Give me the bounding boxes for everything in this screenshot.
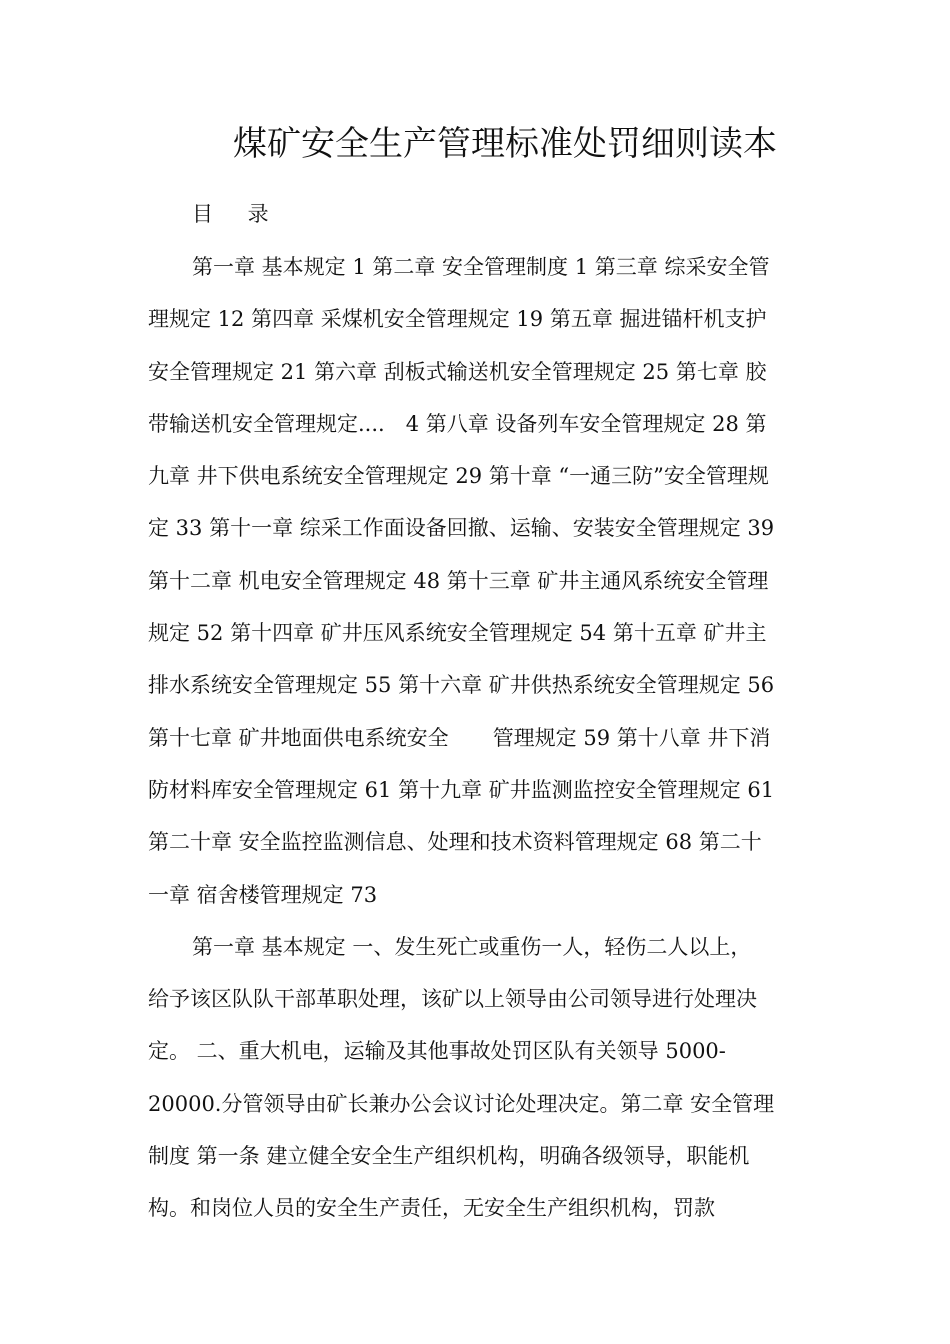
document-body (148, 247, 808, 1241)
toc-line-part: 管理规定 59 第十八章 井下消 (492, 725, 771, 750)
body-line: 构。和岗位人员的安全生产责任，无安全生产组织机构，罚款 (148, 1196, 715, 1221)
toc-line: 一章 宿舍楼管理规定 73 (148, 882, 378, 907)
toc-line: 第十二章 机电安全管理规定 48 第十三章 矿井主通风系统安全管理 (148, 568, 769, 593)
toc-line: 规定 52 第十四章 矿井压风系统安全管理规定 54 第十五章 矿井主 (148, 621, 767, 646)
toc-line: 理规定 12 第四章 采煤机安全管理规定 19 第五章 掘进锚杆机支护 (148, 307, 767, 332)
body-line: 第一章 基本规定 一、发生死亡或重伤一人，轻伤二人以上， (192, 934, 752, 959)
toc-line: 第一章 基本规定 1 第二章 安全管理制度 1 第三章 综采安全管 (192, 255, 770, 279)
toc-line: 定 33 第十一章 综采工作面设备回撤、运输、安装安全管理规定 39 (148, 516, 775, 541)
toc-line: 安全管理规定 21 第六章 刮板式输送机安全管理规定 25 第七章 胶 (148, 359, 767, 384)
toc-line: 第二十章 安全监控监测信息、处理和技术资料管理规定 68 第二十 (148, 830, 762, 855)
toc-line: 排水系统安全管理规定 55 第十六章 矿井供热系统安全管理规定 56 (148, 673, 775, 698)
toc-line: 带输送机安全管理规定.... 4 第八章 设备列车安全管理规定 28 第 (148, 411, 767, 436)
toc-line-part: 第十七章 矿井地面供电系统安全 (148, 725, 449, 750)
body-line: 定。 二、重大机电，运输及其他事故处罚区队有关领导 5000- (148, 1039, 726, 1064)
toc-line: 防材料库安全管理规定 61 第十九章 矿井监测监控安全管理规定 61 (148, 777, 775, 802)
toc-line: 九章 井下供电系统安全管理规定 29 第十章 “一通三防”安全管理规 (148, 464, 769, 489)
body-line: 给予该区队队干部革职处理，该矿以上领导由公司领导进行处理决 (148, 987, 757, 1012)
body-line: 制度 第一条 建立健全安全生产组织机构，明确各级领导，职能机 (148, 1144, 750, 1169)
document-title: 煤矿安全生产管理标准处罚细则读本 (233, 124, 777, 164)
body-line: 20000.分管领导由矿长兼办公会议讨论处理决定。第二章 安全管理 (148, 1091, 775, 1116)
toc-heading: 目 录 (192, 202, 283, 226)
toc-line (148, 718, 808, 770)
